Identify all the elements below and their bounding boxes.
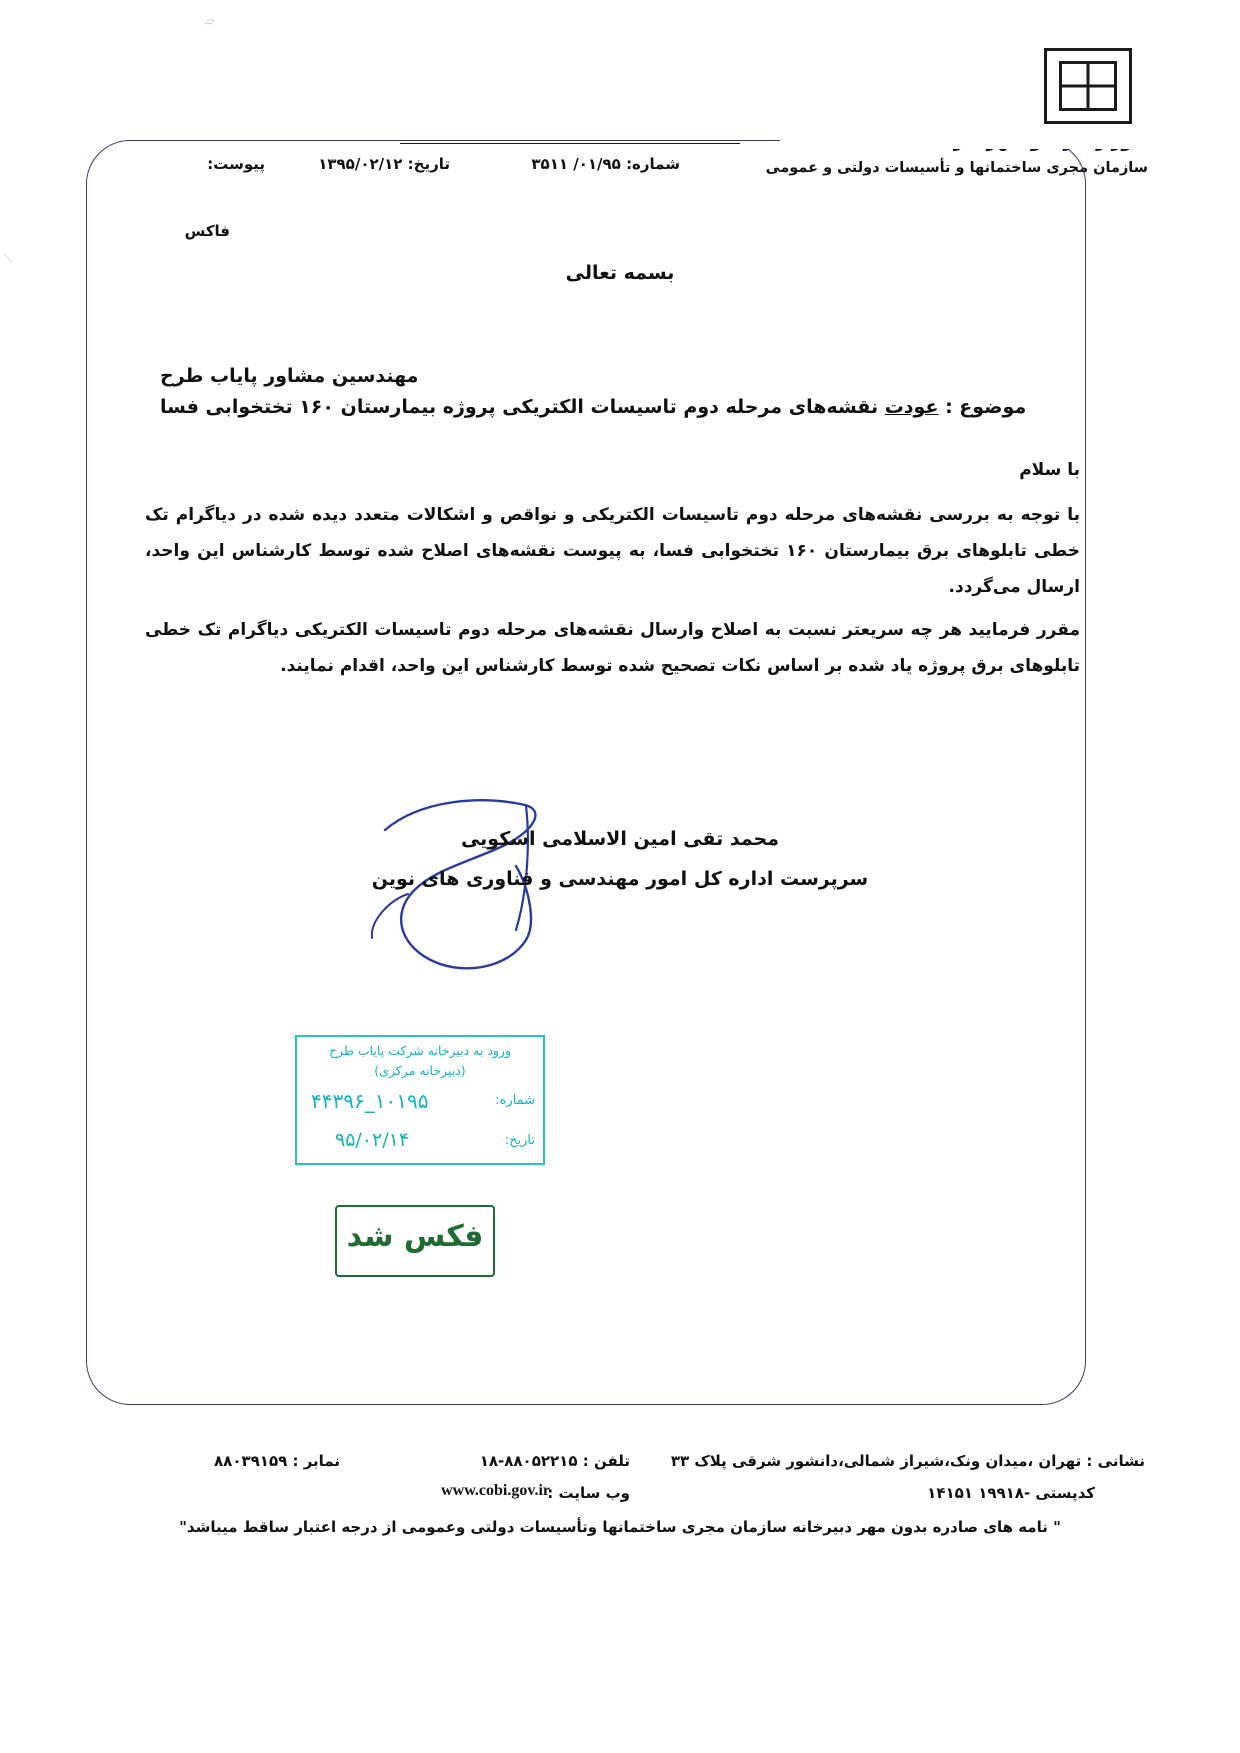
faxed-stamp [335, 1205, 495, 1277]
footer-website-label: وب سایت : [547, 1484, 630, 1502]
received-stamp-line1: ورود به دبیرخانه شرکت پایاب طرح [328, 1043, 511, 1058]
letter-date-label: تاریخ: [407, 155, 450, 173]
addressee-line: مهندسین مشاور پایاب طرح [160, 365, 419, 387]
footer-postal-code: کدپستی -۱۹۹۱۸ ۱۴۱۵۱ [927, 1484, 1095, 1502]
organization-department-name: سازمان مجری ساختمانها و تأسیسات دولتی و عمومی [765, 160, 1148, 176]
salutation: با سلام [1019, 460, 1080, 480]
received-stamp-date-label: تاریخ: [504, 1133, 535, 1148]
received-stamp [295, 1035, 545, 1165]
received-stamp-number-label: شماره: [495, 1093, 535, 1108]
body-paragraph-1: با توجه به بررسی نقشه‌های مرحله دوم تاسیسات الکتریکی و نواقص و اشکالات متعدد دیده شده در دیاگرام تک خطی تابلوهای برق بیمارستان ۱۶۰ تختخوابی فسا، به پیوست نقشه‌های اصلاح شده توسط کارشناس این واحد، ارسال می‌گردد. [145, 505, 1080, 597]
frame-mask [780, 133, 1140, 149]
received-stamp-line2: (دبیرخانه مرکزی) [374, 1063, 466, 1078]
subject-line [160, 396, 1080, 418]
delivery-method-label: فاکس [184, 222, 230, 240]
received-stamp-number-value: ۱۰۱۹۵_۴۴۳۹۶ [311, 1089, 429, 1113]
scan-artifact: ⟋ [4, 252, 13, 266]
received-stamp-date-value: ۹۵/۰۲/۱۴ [335, 1129, 410, 1151]
basmala-heading: بسمه تعالی [565, 262, 675, 284]
ministry-emblem-icon [1044, 48, 1132, 124]
letter-date-value: ۱۳۹۵/۰۲/۱۲ [318, 155, 403, 173]
scan-artifact: ▱ [205, 14, 215, 28]
footer-website-url: www.cobi.gov.ir [441, 1482, 550, 1499]
footer-telephone: تلفن : ۸۸۰۵۲۲۱۵-۱۸ [479, 1452, 630, 1470]
footer-validity-note: " نامه های صادره بدون مهر دبیرخانه سازمان مجری ساختمانها وتأسیسات دولتی وعمومی از درجه اعتبار ساقط میباشد" [179, 1518, 1061, 1536]
footer-address: نشانی : تهران ،میدان ونک،شیراز شمالی،دانشور شرقی پلاک ۳۳ [670, 1452, 1145, 1470]
letter-attachment-label: پیوست: [207, 155, 265, 173]
subject-text: نقشه‌های مرحله دوم تاسیسات الکتریکی پروژه بیمارستان ۱۶۰ تختخوابی فسا [160, 396, 879, 418]
letter-number-value: ۰۱/۹۵/ ۳۵۱۱ [531, 155, 621, 173]
signer-title: سرپرست اداره کل امور مهندسی و فناوری های نوین [371, 868, 869, 890]
letter-number-label: شماره: [626, 155, 680, 173]
subject-keyword: عودت [884, 396, 939, 418]
body-paragraph-2: مقرر فرمایید هر چه سریعتر نسبت به اصلاح وارسال نقشه‌های مرحله دوم تاسیسات الکتریکی دیاگرام تک خطی تابلوهای برق پروژه یاد شده بر اساس نکات تصحیح شده توسط کارشناس این واحد، اقدام نمایند. [145, 620, 1080, 676]
subject-label: موضوع : [945, 396, 1027, 418]
signer-name: محمد تقی امین الاسلامی اسکویی [460, 828, 780, 850]
letter-body-frame [86, 140, 1086, 1405]
faxed-stamp-text: فکس شد [346, 1219, 484, 1254]
footer-fax: نمابر : ۸۸۰۳۹۱۵۹ [214, 1452, 340, 1470]
